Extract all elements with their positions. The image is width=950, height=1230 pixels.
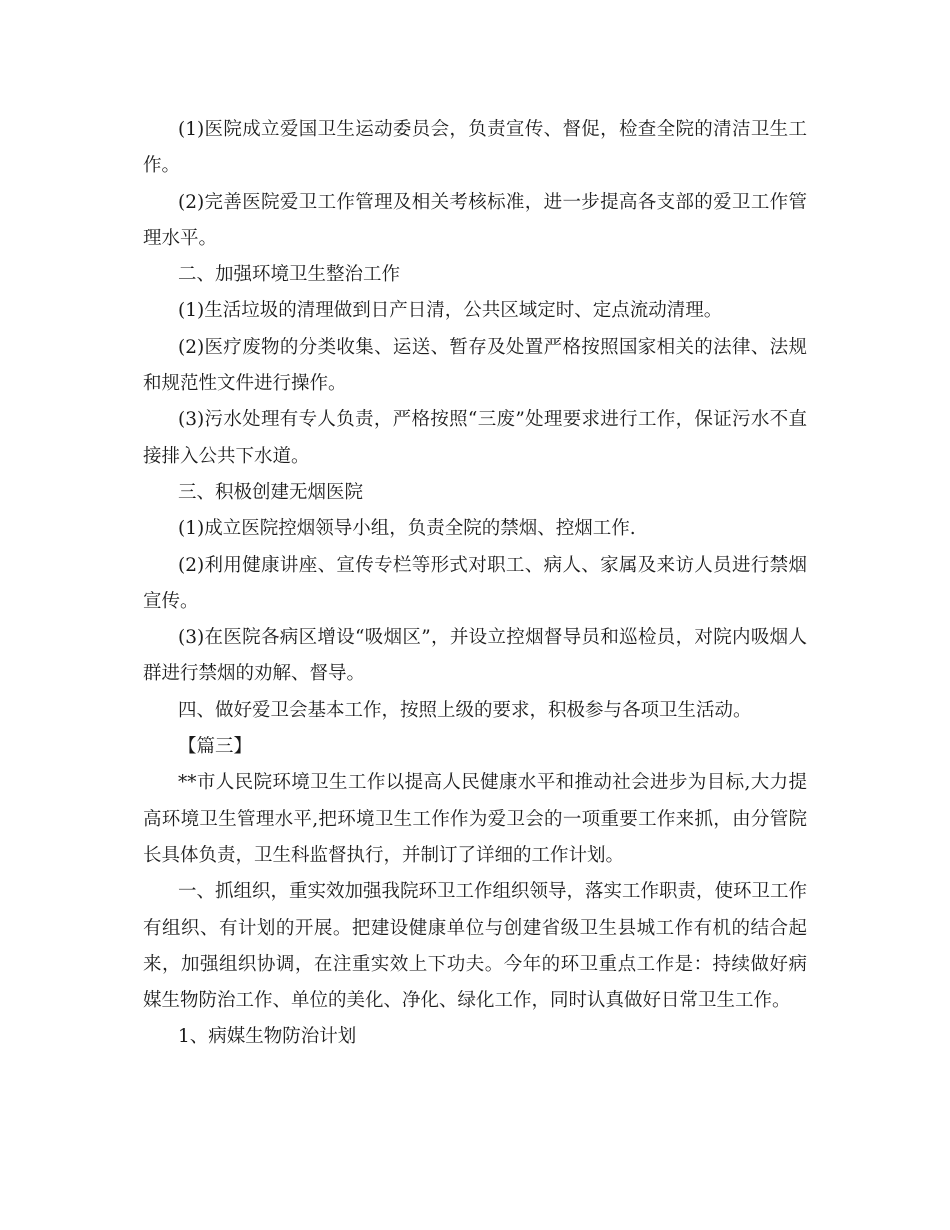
paragraph-standards: (2)完善医院爱卫工作管理及相关考核标准，进一步提高各支部的爱卫工作管理水平。 [143, 191, 807, 249]
paragraph-organization: 一、抓组织，重实效加强我院环卫工作组织领导，落实工作职责，使环卫工作有组织、有计划的开展。把建设健康单位与创建省级卫生县城工作有机的结合起来，加强组织协调，在注重实效上下功夫。今年的环卫重点工作是：持续做好病媒生物防治工作、单位的美化、净化、绿化工作，同时认真做好日常卫生工作。 [143, 881, 808, 1012]
document-body [143, 112, 807, 1056]
paragraph-garbage: (1)生活垃圾的清理做到日产日清，公共区域定时、定点流动清理。 [178, 300, 723, 322]
paragraph-intro: **市人民院环境卫生工作以提高人民健康水平和推动社会进步为目标,大力提高环境卫生管理水平,把环境卫生工作作为爱卫会的一项重要工作来抓，由分管院长具体负责，卫生科监督执行，并制订了详细的工作计划。 [143, 772, 807, 866]
chapter-heading: 【篇三】 [178, 736, 253, 758]
paragraph-sewage: (3)污水处理有专人负责，严格按照“三废”处理要求进行工作，保证污水不直接排入公共下水道。 [143, 409, 807, 467]
section-heading-basic-work: 四、做好爱卫会基本工作，按照上级的要求，积极参与各项卫生活动。 [178, 699, 752, 721]
paragraph-medical-waste: (2)医疗废物的分类收集、运送、暂存及处置严格按照国家相关的法律、法规和规范性文件进行操作。 [143, 336, 807, 395]
subheading-vector-control: 1、病媒生物防治计划 [178, 1026, 357, 1048]
paragraph-committee: (1)医院成立爱国卫生运动委员会，负责宣传、督促，检查全院的清洁卫生工作。 [143, 119, 807, 177]
paragraph-smoking-area: (3)在医院各病区增设“吸烟区”，并设立控烟督导员和巡检员，对院内吸烟人群进行禁烟的劝解、督导。 [143, 627, 807, 685]
section-heading-environment: 二、加强环境卫生整治工作 [178, 264, 401, 286]
section-heading-smoke-free: 三、积极创建无烟医院 [178, 481, 364, 503]
paragraph-health-lectures: (2)利用健康讲座、宣传专栏等形式对职工、病人、家属及来访人员进行禁烟宣传。 [143, 554, 807, 612]
paragraph-tobacco-group: (1)成立医院控烟领导小组，负责全院的禁烟、控烟工作. [178, 518, 636, 540]
